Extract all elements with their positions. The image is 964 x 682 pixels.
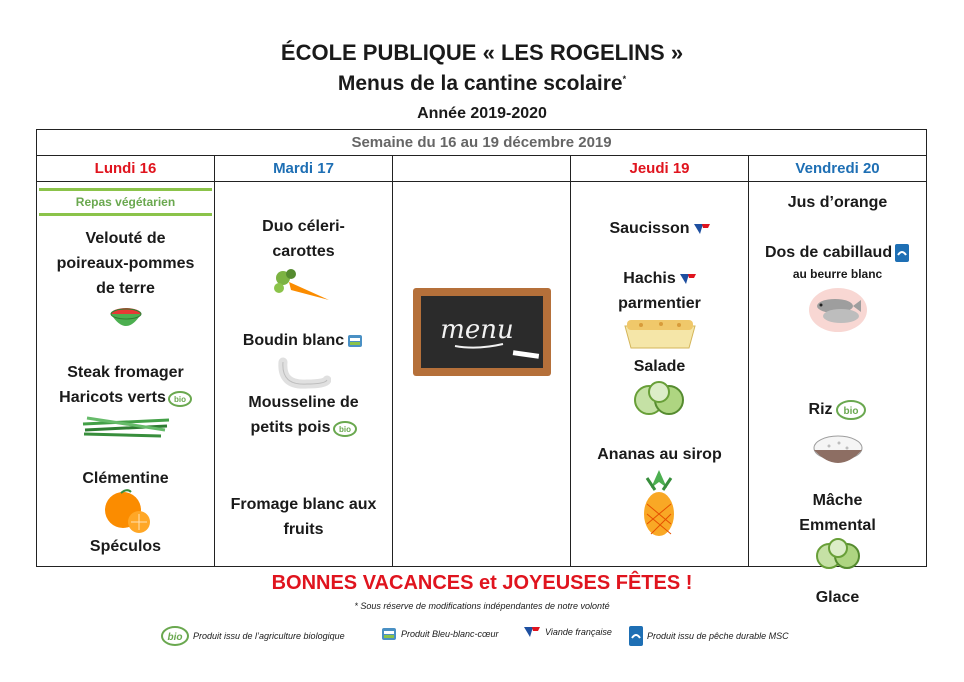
rice-bowl-icon	[811, 432, 865, 472]
day-header-vendredi: Vendredi 20	[749, 156, 927, 182]
menu-item: Steak fromager	[67, 364, 184, 381]
legend-label: Produit issu de l’agriculture biologique	[193, 631, 345, 641]
vegetarian-tag: Repas végétarien	[39, 188, 212, 216]
menu-item	[749, 240, 926, 265]
boudin-blanc-icon	[277, 356, 331, 390]
menu-item: carottes	[272, 243, 335, 260]
menu-item: parmentier	[618, 295, 701, 312]
menu-item: Jus d’orange	[787, 194, 888, 211]
legend-label: Produit Bleu-blanc-cœur	[401, 629, 499, 639]
chalkboard-menu-image	[411, 286, 553, 378]
chalkboard-text: menu	[440, 315, 514, 345]
day-header-jeudi: Jeudi 19	[571, 156, 749, 182]
menu-item: Mousseline de	[248, 394, 359, 411]
bio-label-icon	[160, 625, 190, 647]
msc-label-icon	[628, 625, 644, 647]
clementine-icon	[101, 488, 153, 534]
menu-item: Emmental	[799, 517, 876, 534]
carrot-celery-icon	[271, 268, 337, 308]
menu-item: Salade	[633, 358, 686, 375]
column-jeudi	[571, 182, 749, 567]
salad-icon	[631, 378, 689, 418]
legend-label: Viande française	[545, 627, 612, 637]
menu-item-text: Riz	[808, 401, 833, 418]
soup-bowl-icon	[107, 304, 145, 334]
menu-item: de terre	[96, 280, 155, 297]
footnote: * Sous réserve de modifications indépendantes de notre volonté	[354, 601, 610, 611]
school-year: Année 2019-2020	[417, 105, 547, 122]
lettuce-icon	[813, 536, 863, 572]
bio-label-icon	[835, 398, 867, 422]
menu-item: poireaux-pommes	[56, 255, 195, 272]
bleu-blanc-coeur-icon	[346, 332, 364, 350]
menu-item-text: petits pois	[250, 419, 331, 436]
menu-item: Duo céleri-	[262, 218, 345, 235]
menu-item: Glace	[815, 589, 860, 606]
cod-fish-icon	[807, 286, 869, 334]
menu-item-text: Boudin blanc	[242, 332, 345, 349]
hachis-parmentier-icon	[621, 316, 699, 352]
viande-francaise-icon	[678, 272, 696, 286]
menu-item: Spéculos	[89, 538, 162, 555]
menu-item: Fromage blanc aux	[230, 496, 377, 513]
menu-item	[571, 216, 748, 241]
viande-francaise-icon	[692, 222, 710, 236]
column-mercredi	[393, 182, 571, 567]
menu-item-text: Haricots verts	[59, 389, 166, 406]
bio-badge-text: bio	[338, 424, 351, 434]
column-lundi	[37, 182, 215, 567]
bio-badge-text: bio	[173, 394, 186, 404]
menu-item: Ananas au sirop	[597, 446, 722, 463]
menu-item	[215, 415, 392, 440]
menu-item	[37, 385, 214, 410]
menu-item: Clémentine	[82, 470, 169, 487]
column-vendredi	[749, 182, 927, 606]
legend-bio	[160, 625, 345, 647]
viande-francaise-icon	[522, 625, 542, 639]
day-header-empty	[393, 156, 571, 182]
bio-label-icon	[168, 389, 192, 407]
menu-item	[215, 328, 392, 353]
pineapple-icon	[637, 468, 681, 538]
page-title	[0, 72, 964, 96]
menu-item	[749, 397, 926, 422]
legend-viande-francaise	[522, 625, 612, 639]
menu-item: Velouté de	[85, 230, 166, 247]
holiday-greeting: BONNES VACANCES et JOYEUSES FÊTES !	[271, 572, 693, 594]
week-label: Semaine du 16 au 19 décembre 2019	[37, 130, 927, 156]
bleu-blanc-coeur-icon	[380, 625, 398, 643]
page-title-text: Menus de la cantine scolaire	[337, 72, 623, 95]
menu-item-text: Hachis	[623, 270, 676, 287]
menu-item: Mâche	[812, 492, 863, 509]
menu-item: au beurre blanc	[792, 267, 883, 281]
menu-item-text: Saucisson	[609, 220, 690, 237]
menu-item-text: Dos de cabillaud	[764, 244, 893, 261]
green-beans-icon	[81, 412, 171, 440]
day-header-lundi: Lundi 16	[37, 156, 215, 182]
legend-msc	[628, 625, 789, 647]
bio-label-icon	[333, 419, 357, 437]
column-mardi	[215, 182, 393, 567]
school-name: ÉCOLE PUBLIQUE « LES ROGELINS »	[280, 40, 684, 65]
title-asterisk: *	[622, 74, 627, 84]
legend-bleu-blanc-coeur	[380, 625, 499, 643]
msc-label-icon	[894, 243, 910, 263]
menu-item: fruits	[283, 521, 324, 538]
menu-item	[571, 266, 748, 291]
day-header-mardi: Mardi 17	[215, 156, 393, 182]
bio-badge-text: bio	[843, 405, 859, 417]
legend-label: Produit issu de pêche durable MSC	[647, 631, 789, 641]
bio-badge-text: bio	[167, 632, 183, 643]
